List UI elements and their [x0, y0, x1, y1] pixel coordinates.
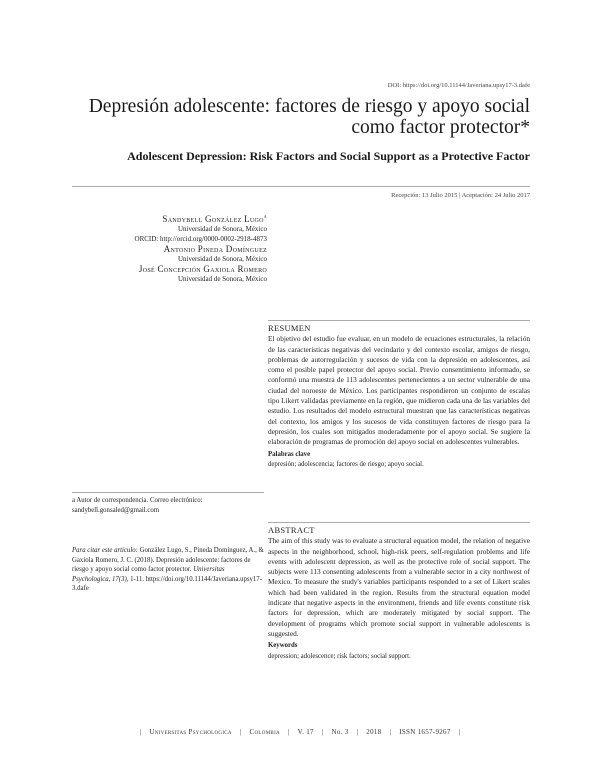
received-accepted-dates: Recepción: 13 Julio 2015 | Aceptación: 24 Julio 2017	[391, 192, 530, 199]
footer-journal: Universitas Psychologica	[149, 728, 232, 736]
abstract-keywords: depression; adolescence; risk factors; social support.	[268, 652, 411, 660]
footer-year: 2018	[366, 728, 382, 736]
author-1-name: Sandybell González Lugo$^a$	[162, 214, 267, 224]
citation-label: Para citar este artículo:	[72, 547, 138, 554]
resumen-text: El objetivo del estudio fue evaluar, en un modelo de ecuaciones estructurales, la relación de las características negativas del vecindario y del contexto escolar, amigos de riesgo, problemas de autorregulación y sucesos de vida con la depresión en adolescentes, así como el posible papel protector del apoyo social. Previo consentimiento informado, se conformó una muestra de 113 adolescentes pertenecientes a un sector vulnerable de una ciudad del noroeste de México. Los participantes respondieron un conjunto de escalas tipo Likert validadas previamente en la región, que midieron cada una de las variables del estudio. Los resultados del modelo estructural muestran que las características negativas del contexto, los amigos y los sucesos de vida constituyen factores de riesgo para la depresión, los cuales son mitigados moderadamente por el apoyo social. Se sugiere la elaboración de programas de promoción del apoyo social en adolescentes vulnerables.	[268, 334, 530, 447]
author-block	[135, 212, 267, 284]
author-1-affiliation: Universidad de Sonora, México	[177, 225, 267, 233]
abstract-text: The aim of this study was to evaluate a structural equation model, the relation of negative aspects in the neighborhood, school, high-risk peers, self-regulation problems and life events with adolescent depression, as well as the protective role of social support. The subjects were 113 consenting adolescents from a vulnerable sector in a city northwest of Mexico. To measure the study's variables participants responded to a set of Likert scales which had been validated in the region. Results from the structural equation model indicate that negative aspects in the environment, friends and life events constitute risk factors for depression, which are moderately mitigated by social support. The development of programs which promote social support in vulnerable adolescents is suggested.	[268, 536, 530, 638]
citation-journal: Universitas Psychologica, 17(3),	[72, 566, 225, 583]
citation-text: González Lugo, S., Pineda Domínguez, A., & Gaxiola Romero, J. C. (2018). Depresión adolescente: factores de riesgo y apoyo social como factor protector.	[72, 547, 264, 573]
resumen-divider	[268, 320, 530, 321]
abstract-section	[268, 525, 530, 661]
footer-issn: ISSN 1657-9267	[399, 728, 451, 736]
correspondence-note: a Autor de correspondencia. Correo electrónico: sandybell.gonsaled@gmail.com	[72, 497, 203, 514]
doi-line: DOI: https://doi.org/10.11144/Javeriana.upsy17-3.dafe	[387, 82, 530, 89]
footer-volume: V. 17	[297, 728, 314, 736]
author-3-name: José Concepción Gaxiola Romero	[138, 264, 267, 274]
author-1-orcid: ORCID: http://orcid.org/0000-0002-2918-4873	[134, 235, 267, 243]
citation-tail: 1-11. https://doi.org/10.11144/Javeriana.upsy17-3.dafe	[72, 575, 262, 592]
footer-number: No. 3	[331, 728, 349, 736]
side-divider	[72, 492, 264, 493]
abstract-heading: ABSTRACT	[268, 525, 315, 535]
resumen-section	[268, 323, 530, 469]
citation-block	[72, 546, 264, 594]
abstract-keywords-heading: Keywords	[268, 642, 298, 650]
page-footer: | Universitas Psychologica | Colombia | V. 17 | No. 3 | 2018 | ISSN 1657-9267 |	[139, 728, 461, 736]
resumen-heading: RESUMEN	[268, 323, 311, 333]
title-english: Adolescent Depression: Risk Factors and Social Support as a Protective Factor	[127, 149, 530, 163]
footer-place: Colombia	[249, 728, 280, 736]
resumen-keywords: depresión; adolescencia; factores de riesgo; apoyo social.	[268, 460, 424, 468]
title-divider	[72, 186, 530, 187]
abstract-divider	[268, 522, 530, 523]
author-2-name: Antonio Pineda Domínguez	[163, 244, 267, 254]
author-2-affiliation: Universidad de Sonora, México	[177, 255, 267, 263]
author-3-affiliation: Universidad de Sonora, México	[177, 275, 267, 283]
title-spanish: Depresión adolescente: factores de riesgo y apoyo social como factor protector*	[88, 96, 530, 138]
resumen-keywords-heading: Palabras clave	[268, 450, 311, 458]
